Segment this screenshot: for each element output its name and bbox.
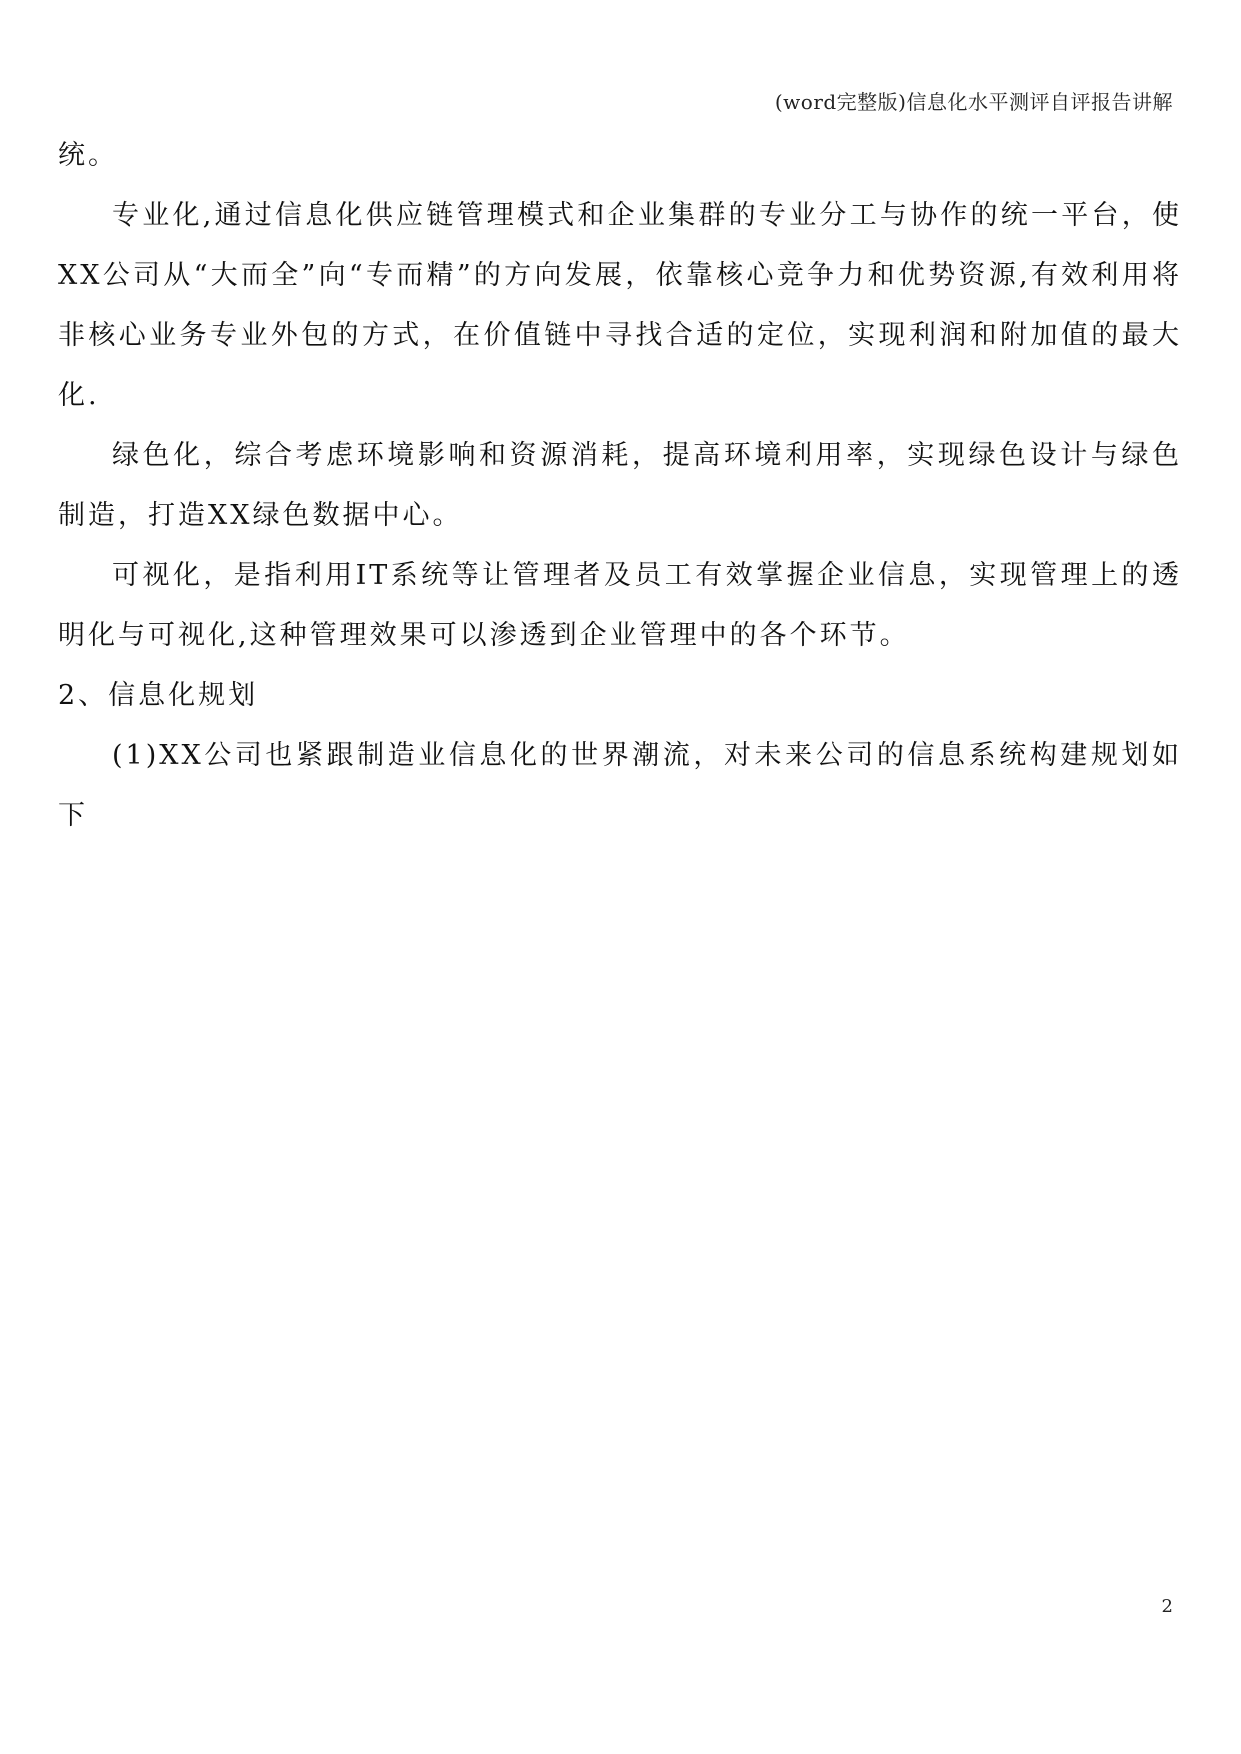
paragraph-planning-intro: (1)XX公司也紧跟制造业信息化的世界潮流，对未来公司的信息系统构建规划如下 bbox=[58, 740, 1182, 831]
section-heading-planning: 2、信息化规划 bbox=[58, 680, 259, 711]
paragraph-visualization: 可视化，是指利用IT系统等让管理者及员工有效掌握企业信息，实现管理上的透明化与可视化,这种管理效果可以渗透到企业管理中的各个环节。 bbox=[58, 560, 1182, 651]
document-body bbox=[58, 126, 1182, 846]
running-header: (word完整版)信息化水平测评自评报告讲解 bbox=[774, 90, 1173, 114]
paragraph-specialization: 专业化,通过信息化供应链管理模式和企业集群的专业分工与协作的统一平台，使XX公司从“大而全”向“专而精”的方向发展，依靠核心竞争力和优势资源,有效利用将非核心业务专业外包的方式，在价值链中寻找合适的定位，实现利润和附加值的最大化. bbox=[58, 200, 1182, 411]
page-number: 2 bbox=[1161, 1596, 1173, 1617]
paragraph-greening: 绿色化，综合考虑环境影响和资源消耗，提高环境利用率，实现绿色设计与绿色制造，打造XX绿色数据中心。 bbox=[58, 440, 1182, 531]
paragraph-continuation: 统。 bbox=[58, 140, 118, 171]
